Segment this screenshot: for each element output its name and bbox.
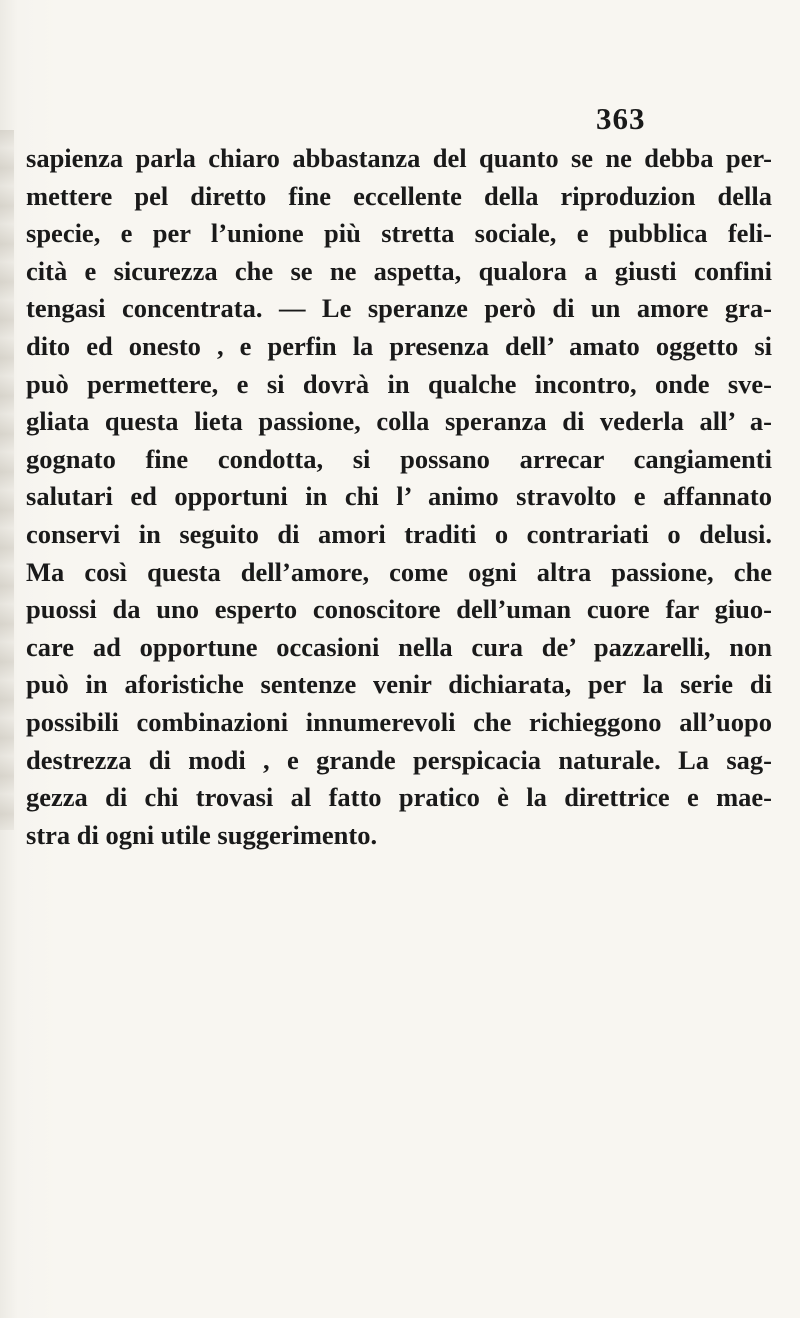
- text-line: mettere pel diretto fine eccellente della riproduzion della: [26, 180, 772, 211]
- binding-gutter: [0, 130, 14, 830]
- text-line: gognato fine condotta, si possano arrecar cangiamenti: [26, 443, 772, 474]
- body-text: [26, 140, 772, 854]
- text-line: puossi da uno esperto conoscitore dell’uman cuore far giuo-: [26, 594, 772, 625]
- text-line: gezza di chi trovasi al fatto pratico è la direttrice e mae-: [26, 782, 772, 813]
- text-line: può in aforistiche sentenze venir dichiarata, per la serie di: [26, 669, 772, 700]
- text-line: salutari ed opportuni in chi l’ animo stravolto e affannato: [26, 481, 772, 512]
- text-line: tengasi concentrata. — Le speranze però di un amore gra-: [26, 293, 772, 324]
- text-line: sapienza parla chiaro abbastanza del quanto se ne debba per-: [26, 143, 772, 173]
- page-number: 363: [596, 101, 646, 136]
- text-line: possibili combinazioni innumerevoli che richieggono all’uopo: [26, 706, 772, 737]
- text-line: conservi in seguito di amori traditi o contrariati o delusi.: [26, 518, 772, 549]
- text-line: può permettere, e si dovrà in qualche incontro, onde sve-: [26, 368, 772, 399]
- text-line: specie, e per l’unione più stretta sociale, e pubblica feli-: [26, 218, 772, 249]
- text-line: care ad opportune occasioni nella cura de’ pazzarelli, non: [26, 631, 772, 662]
- text-line: Ma così questa dell’amore, come ogni altra passione, che: [26, 556, 772, 587]
- text-line: destrezza di modi , e grande perspicacia naturale. La sag-: [26, 744, 772, 775]
- text-line: cità e sicurezza che se ne aspetta, qualora a giusti confini: [26, 255, 772, 286]
- text-line: dito ed onesto , e perfin la presenza dell’ amato oggetto si: [26, 330, 772, 361]
- text-line: stra di ogni utile suggerimento.: [26, 819, 378, 850]
- text-line: gliata questa lieta passione, colla speranza di vederla all’ a-: [26, 406, 772, 437]
